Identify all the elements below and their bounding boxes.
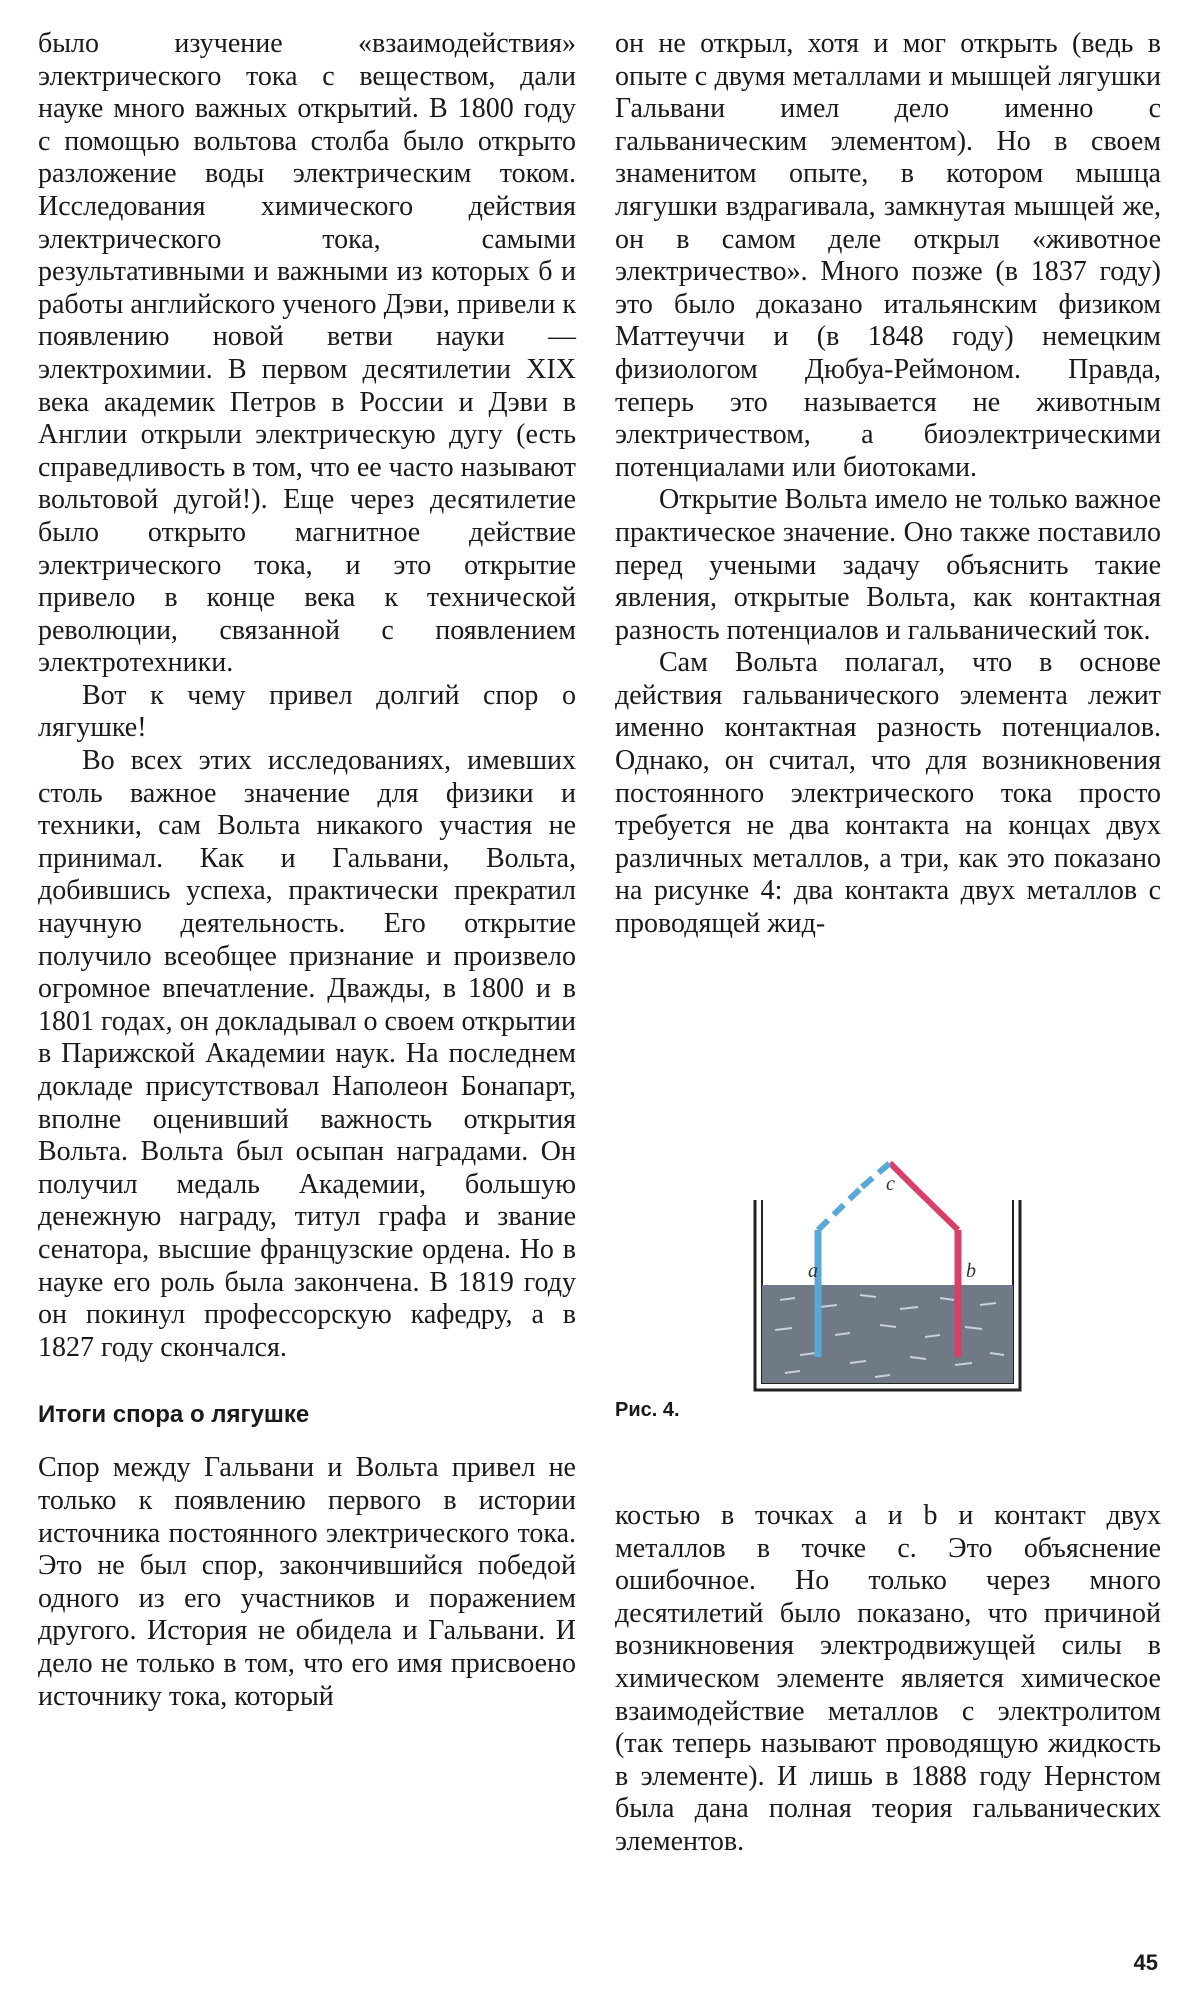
paragraph: Во всех этих исследованиях, имевших столь важное значение для физики и техники, сам Вольта никакого участия не принимал. Как и Гальвани, Вольта, добившись успеха, практически прекратил научную деятельность. Его открытие получило всеобщее признание и произвело огромное впечатление. Дважды, в 1800 и в 1801 годах, он докладывал о своем открытии в Парижской Академии наук. На последнем докладе присутствовал Наполеон Бонапарт, вполне оценивший важность открытия Вольта. Вольта был осыпан наградами. Он получил медаль Академии, большую денежную награду, титул графа и звание сенатора, высшие французские ордена. Но в науке его роль была закончена. В 1819 году он покинул профессорскую кафедру, а в 1827 году скончался. <box>38 745 576 1363</box>
section-heading: Итоги спора о лягушке <box>38 1401 310 1429</box>
paragraph: он не открыл, хотя и мог открыть (ведь в опыте с двумя металлами и мышцей лягушки Гальвани имел дело именно с гальваническим элементом). Но в своем знаменитом опыте, в котором мышца лягушки вздрагивала, замкнутая мышцей же, он в самом деле открыл «животное электричество». Много позже (в 1837 году) это было доказано итальянским физиком Маттеуччи и (в 1848 году) немецким физиологом Дюбуа-Реймоном. Правда, теперь это называется не животным электричеством, а биоэлектрическими потенциалами или биотоками. <box>615 28 1161 483</box>
paragraph: костью в точках a и b и контакт двух металлов в точке c. Это объяснение ошибочное. Но только через много десятилетий было показано, что причиной возникновения электродвижущей силы в химическом элементе является химическое взаимодействие металлов с электролитом (так теперь называют проводящую жидкость в элементе). И лишь в 1888 году Нернстом была дана полная теория гальванических элементов. <box>615 1500 1161 1857</box>
electrolyte-liquid <box>762 1285 1013 1383</box>
right-column <box>615 28 1161 941</box>
metal-a-link <box>818 1187 862 1230</box>
paragraph: Вот к чему привел долгий спор о лягушке! <box>38 679 576 744</box>
galvanic-cell-diagram <box>740 1095 1040 1395</box>
paragraph: Открытие Вольта имело не только важное практическое значение. Оно также поставило перед учеными задачу объяснить такие явления, открытые Вольта, как контактная разность потенциалов и гальванический ток. <box>615 484 1161 646</box>
label-c: c <box>886 1173 895 1195</box>
label-b: b <box>966 1260 976 1282</box>
label-a: a <box>808 1260 818 1282</box>
page-number: 45 <box>1133 1950 1158 1975</box>
left-column <box>38 28 576 1713</box>
paragraph: Сам Вольта полагал, что в основе действия гальванического элемента лежит именно контактная разность потенциалов. Однако, он считал, что для возникновения постоянного электрического тока просто требуется не два контакта на концах двух различных металлов, а три, как это показано на рисунке 4: два контакта двух металлов с проводящей жид- <box>615 647 1161 940</box>
paragraph: было изучение «взаимодействия» электрического тока с веществом, дали науке много важных открытий. В 1800 году с помощью вольтова столба было открыто разложение воды электрическим током. Исследования химического действия электрического тока, самыми результативными и важными из которых б и работы английского ученого Дэви, привели к появлению новой ветви науки — электрохимии. В первом десятилетии XIX века академик Петров в России и Дэви в Англии открыли электрическую дугу (есть справедливость в том, что ее часто называют вольтовой дугой!). Еще через десятилетие было открыто магнитное действие электрического тока, и это открытие привело в конце века к технической революции, связанной с появлением электротехники. <box>38 28 576 679</box>
paragraph: Спор между Гальвани и Вольта привел не только к появлению первого в истории источника постоянного электрического тока. Это не был спор, закончившийся победой одного из его участников и поражением другого. История не обидела и Гальвани. И дело не только в том, что его имя присвоено источнику тока, который <box>38 1452 576 1712</box>
figure-caption: Рис. 4. <box>615 1399 680 1421</box>
right-column-continued <box>615 1500 1161 1859</box>
metal-b-link <box>890 1163 958 1230</box>
figure-4 <box>615 1095 1161 1515</box>
